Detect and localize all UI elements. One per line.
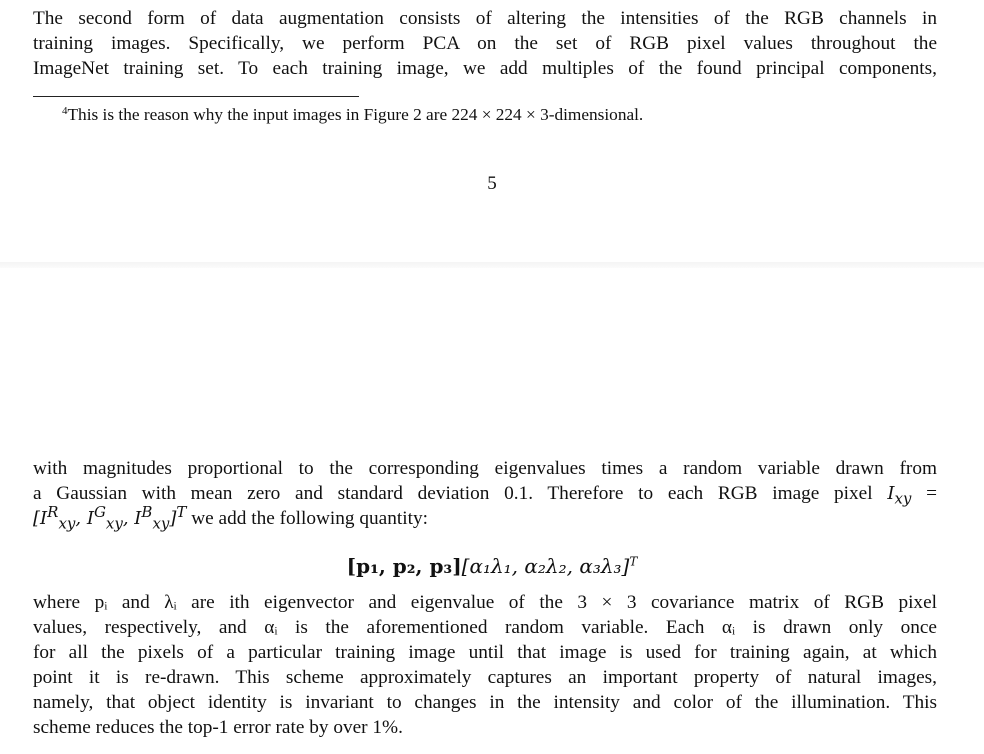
text-line xyxy=(33,503,937,533)
text-line: with magnitudes proportional to the corresponding eigenvalues times a random variable drawn from xyxy=(33,458,937,479)
text-line: The second form of data augmentation consists of altering the intensities of the RGB channels in xyxy=(33,8,937,29)
pca-equation xyxy=(0,553,984,579)
text-line xyxy=(33,481,937,506)
equals-sign: = xyxy=(911,483,937,504)
eigenvectors: [p₁, p₂, p₃] xyxy=(346,554,462,578)
middle-paragraph xyxy=(33,456,937,531)
text-line: for all the pixels of a particular training image until that image is used for training again, at which xyxy=(33,642,937,663)
text-line: ImageNet training set. To each training image, we add multiples of the found principal components, xyxy=(33,58,937,79)
text-line: training images. Specifically, we perform PCA on the set of RGB pixel values throughout the xyxy=(33,33,937,54)
text-line: values, respectively, and αᵢ is the aforementioned random variable. Each αᵢ is drawn only once xyxy=(33,617,937,638)
footnote-rule xyxy=(33,96,359,97)
text-line: where pᵢ and λᵢ are ith eigenvector and eigenvalue of the 3 × 3 covariance matrix of RGB pixel xyxy=(33,592,937,613)
text-line: namely, that object identity is invariant to changes in the intensity and color of the illumination. This xyxy=(33,692,937,713)
line-text: we add the following quantity: xyxy=(186,508,428,529)
line-text: a Gaussian with mean zero and standard deviation 0.1. Therefore to each RGB image pixel xyxy=(33,483,873,504)
bottom-paragraph xyxy=(33,590,937,740)
pixel-symbol: $I_{xy}$ xyxy=(887,483,912,508)
scaled-eigenvalues: [α₁λ₁, α₂λ₂, α₃λ₃] xyxy=(461,554,630,578)
page-number: 5 xyxy=(487,173,497,194)
top-paragraph xyxy=(33,6,937,81)
footnote-text: This is the reason why the input images in Figure 2 are 224 × 224 × 3-dimensional. xyxy=(67,105,644,124)
pixel-vector: [$I^R_{xy}$, $I^G_{xy}$, $I^B_{xy}]^T$ xyxy=(33,503,187,533)
footnote xyxy=(62,104,643,126)
text-line: scheme reduces the top-1 error rate by over 1%. xyxy=(33,717,403,738)
transpose-marker: T xyxy=(629,554,638,569)
footnote-marker: 4 xyxy=(62,105,68,117)
text-line: point it is re-drawn. This scheme approximately captures an important property of natural images, xyxy=(33,667,937,688)
